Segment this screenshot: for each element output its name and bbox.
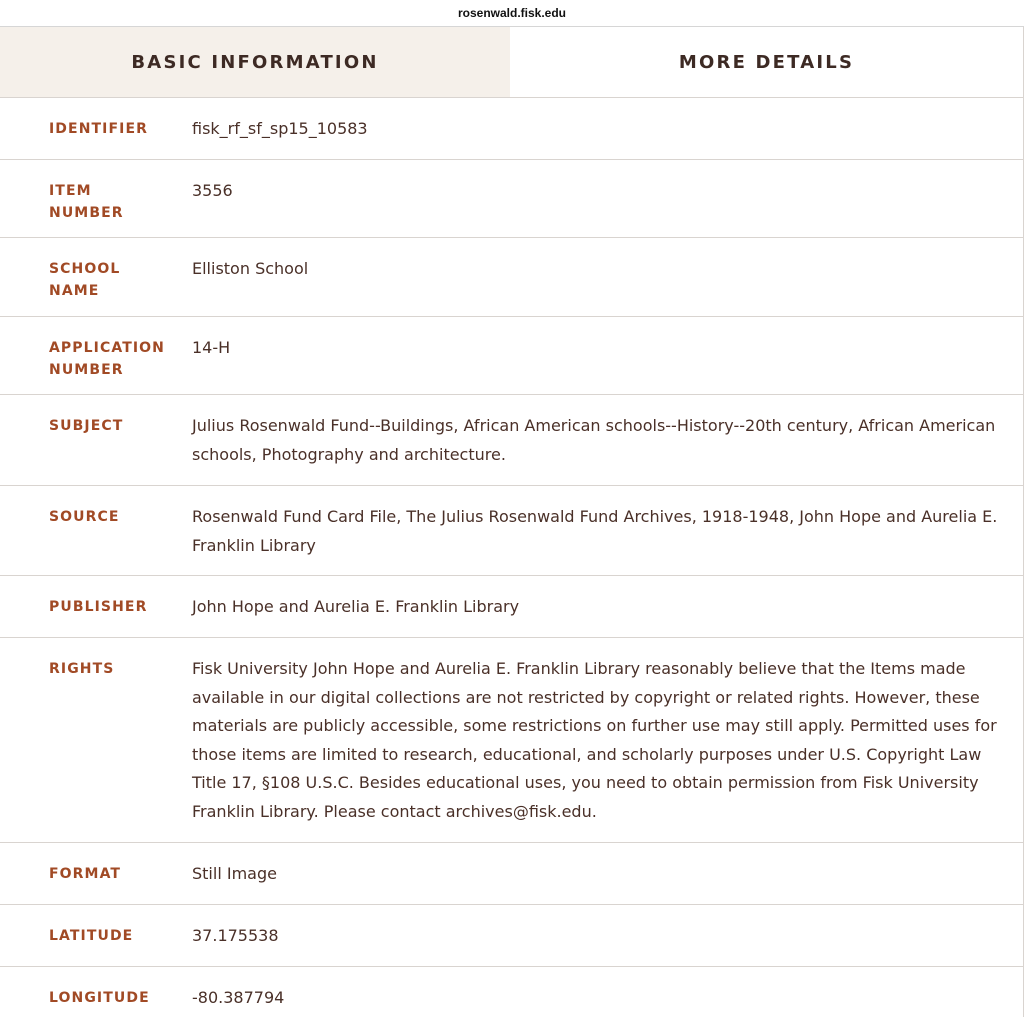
application-number-label-line2: NUMBER [49, 362, 124, 378]
row-latitude [0, 905, 1023, 967]
rights-label: RIGHTS [49, 661, 115, 677]
tab-basic-information[interactable] [0, 27, 510, 97]
row-item-number [0, 160, 1023, 238]
address-bar[interactable] [0, 0, 1024, 27]
row-format [0, 843, 1023, 905]
tab-more-details[interactable] [510, 27, 1023, 97]
row-subject [0, 395, 1023, 486]
tab-more-details-label: MORE DETAILS [678, 51, 855, 73]
application-number-label [0, 317, 192, 394]
longitude-label: LONGITUDE [49, 990, 150, 1006]
school-name-value: Elliston School [192, 259, 309, 278]
subject-value: Julius Rosenwald Fund--Buildings, African American schools--History--20th century, African American schools, Photography and architecture. [192, 416, 996, 464]
longitude-value: -80.387794 [192, 988, 285, 1007]
application-number-value: 14-H [192, 338, 231, 357]
item-number-label [0, 160, 192, 237]
row-longitude [0, 967, 1023, 1017]
metadata-table [0, 98, 1024, 1017]
school-name-label [0, 238, 192, 316]
url-text: rosenwald.fisk.edu [457, 6, 567, 20]
tab-bar [0, 27, 1024, 98]
item-number-value: 3556 [192, 181, 233, 200]
publisher-label: PUBLISHER [49, 599, 148, 615]
school-name-label-line2: NAME [49, 283, 100, 299]
row-identifier [0, 98, 1023, 160]
row-source [0, 486, 1023, 576]
row-rights [0, 638, 1023, 843]
format-value: Still Image [192, 864, 277, 883]
publisher-value: John Hope and Aurelia E. Franklin Library [192, 597, 520, 616]
source-label: SOURCE [49, 509, 120, 525]
application-number-label-line1: APPLICATION [49, 340, 165, 356]
row-application-number [0, 317, 1023, 395]
subject-label: SUBJECT [49, 418, 124, 434]
latitude-label: LATITUDE [49, 928, 134, 944]
tab-basic-information-label: BASIC INFORMATION [131, 51, 379, 73]
item-number-label-line1: ITEM [49, 183, 92, 199]
source-value: Rosenwald Fund Card File, The Julius Rosenwald Fund Archives, 1918-1948, John Hope and Aurelia E. Franklin Library [192, 507, 998, 555]
rights-value: Fisk University John Hope and Aurelia E. Franklin Library reasonably believe that the Items made available in our digital collections are not restricted by copyright or related rights. However, these materials are publicly accessible, some restrictions on further use may still apply. Permitted uses for those items are limited to research, educational, and scholarly purposes under U.S. Copyright Law Title 17, §108 U.S.C. Besides educational uses, you need to obtain permission from Fisk University Franklin Library. Please contact archives@fisk.edu. [192, 659, 997, 821]
identifier-value: fisk_rf_sf_sp15_10583 [192, 119, 368, 138]
identifier-label: IDENTIFIER [49, 121, 148, 137]
school-name-label-line1: SCHOOL [49, 261, 121, 277]
item-number-label-line2: NUMBER [49, 205, 124, 221]
row-school-name [0, 238, 1023, 317]
latitude-value: 37.175538 [192, 926, 279, 945]
row-publisher [0, 576, 1023, 638]
format-label: FORMAT [49, 866, 122, 882]
